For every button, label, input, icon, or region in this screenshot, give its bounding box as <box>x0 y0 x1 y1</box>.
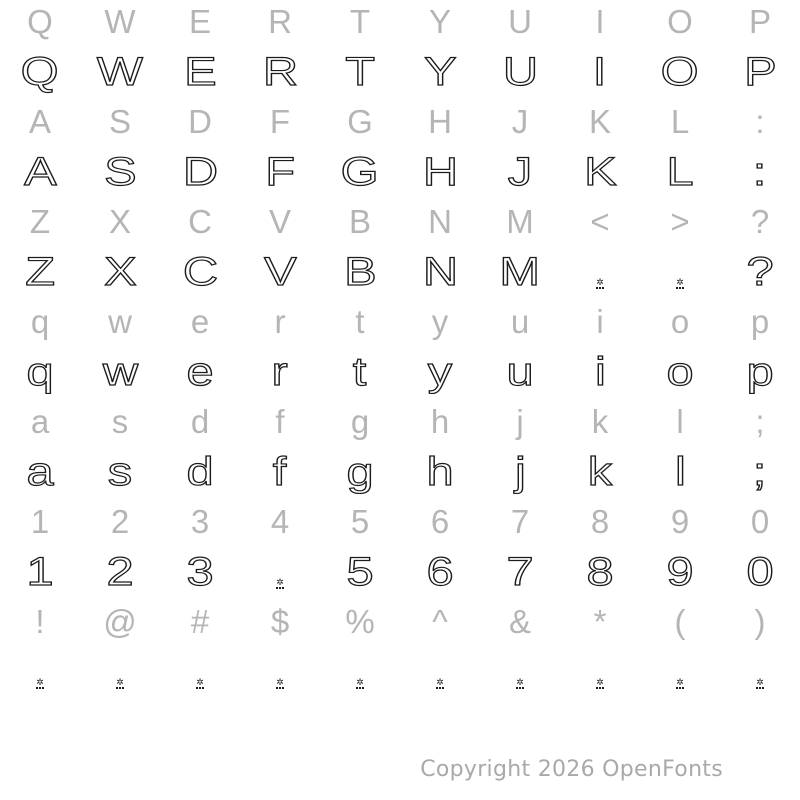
glyph-cell <box>0 344 80 400</box>
glyph-cell <box>400 644 480 700</box>
glyph-char: h <box>426 450 454 494</box>
glyph-cell <box>160 544 240 600</box>
glyph-cell <box>480 500 560 544</box>
glyph-cell <box>320 600 400 644</box>
glyph-cell <box>480 400 560 444</box>
glyph-char: Z <box>25 250 55 294</box>
glyph-cell <box>0 444 80 500</box>
glyph-char: y <box>427 350 453 394</box>
glyph-char: ( <box>674 603 686 640</box>
reference-row-lowercase-1 <box>0 300 800 344</box>
glyph-cell <box>0 544 80 600</box>
glyph-cell <box>400 300 480 344</box>
glyph-char: 1 <box>30 503 50 540</box>
glyph-char: 3 <box>190 503 210 540</box>
missing-glyph-mark: ✲ <box>276 577 284 587</box>
glyph-cell <box>480 200 560 244</box>
glyph-cell <box>640 444 720 500</box>
glyph-char: G <box>341 150 379 194</box>
glyph-cell <box>640 144 720 200</box>
glyph-cell <box>160 644 240 700</box>
glyph-cell <box>160 400 240 444</box>
glyph-cell <box>0 644 80 700</box>
glyph-cell <box>80 100 160 144</box>
glyph-cell <box>720 400 800 444</box>
glyph-cell <box>480 300 560 344</box>
glyph-char: ^ <box>432 603 448 640</box>
glyph-char: @ <box>103 603 137 640</box>
glyph-char: o <box>666 350 694 394</box>
glyph-cell <box>640 644 720 700</box>
glyph-char: V <box>268 203 291 240</box>
glyph-char: I <box>593 50 607 94</box>
glyph-char: d <box>190 403 210 440</box>
glyph-char: 5 <box>350 503 370 540</box>
preview-row-uppercase-1 <box>0 44 800 100</box>
glyph-cell <box>560 144 640 200</box>
copyright-text: Copyright 2026 OpenFonts <box>420 757 723 782</box>
glyph-cell <box>320 244 400 300</box>
preview-row-lowercase-2 <box>0 444 800 500</box>
glyph-char: P <box>743 50 777 94</box>
glyph-char: i <box>594 350 606 394</box>
glyph-char: w <box>102 350 138 394</box>
missing-glyph-mark: ✲ <box>36 677 44 687</box>
glyph-char: ! <box>35 603 45 640</box>
glyph-char: 8 <box>590 503 610 540</box>
glyph-cell <box>0 0 80 44</box>
glyph-cell <box>0 300 80 344</box>
glyph-char: J <box>511 103 529 140</box>
glyph-char: R <box>268 3 292 40</box>
glyph-cell <box>640 244 720 300</box>
glyph-cell <box>0 600 80 644</box>
glyph-char: s <box>111 403 129 440</box>
glyph-cell <box>240 500 320 544</box>
missing-glyph-mark: ✲ <box>596 677 604 687</box>
reference-row-uppercase-1 <box>0 0 800 44</box>
glyph-char: u <box>506 350 534 394</box>
glyph-cell <box>320 400 400 444</box>
glyph-char: $ <box>270 603 290 640</box>
glyph-cell <box>0 144 80 200</box>
preview-row-digits <box>0 544 800 600</box>
glyph-char: M <box>499 250 541 294</box>
glyph-cell <box>160 244 240 300</box>
glyph-cell <box>400 200 480 244</box>
glyph-cell <box>480 544 560 600</box>
glyph-char: i <box>596 303 604 340</box>
glyph-char: t <box>353 350 367 394</box>
glyph-cell <box>640 300 720 344</box>
preview-row-lowercase-1 <box>0 344 800 400</box>
glyph-cell <box>480 644 560 700</box>
glyph-char: L <box>666 150 694 194</box>
glyph-char: 0 <box>746 550 774 594</box>
glyph-char: ) <box>754 603 766 640</box>
glyph-char: P <box>748 3 771 40</box>
glyph-cell <box>240 644 320 700</box>
glyph-cell <box>400 444 480 500</box>
glyph-char: H <box>428 103 452 140</box>
glyph-cell <box>80 0 160 44</box>
glyph-char: r <box>271 350 289 394</box>
missing-glyph-mark: ✲ <box>276 677 284 687</box>
glyph-cell <box>480 144 560 200</box>
glyph-cell <box>0 200 80 244</box>
glyph-char: : <box>753 150 767 194</box>
glyph-cell <box>80 344 160 400</box>
glyph-cell <box>400 44 480 100</box>
glyph-cell <box>400 344 480 400</box>
glyph-cell <box>480 44 560 100</box>
glyph-char: : <box>755 103 765 140</box>
glyph-char: Q <box>21 50 59 94</box>
missing-glyph-mark: ✲ <box>676 677 684 687</box>
glyph-char: * <box>593 603 607 640</box>
missing-glyph-mark: ✲ <box>196 677 204 687</box>
glyph-cell <box>80 600 160 644</box>
glyph-cell <box>560 544 640 600</box>
glyph-cell <box>240 44 320 100</box>
glyph-char: f <box>275 403 285 440</box>
glyph-char: k <box>591 403 609 440</box>
preview-row-symbols <box>0 644 800 700</box>
glyph-char: S <box>103 150 137 194</box>
glyph-cell <box>0 100 80 144</box>
glyph-char: p <box>746 350 774 394</box>
glyph-cell <box>240 100 320 144</box>
glyph-char: e <box>190 303 210 340</box>
glyph-char: T <box>349 3 371 40</box>
glyph-cell <box>240 300 320 344</box>
glyph-char: Q <box>27 3 53 40</box>
glyph-char: X <box>108 203 131 240</box>
glyph-cell <box>400 544 480 600</box>
glyph-cell <box>80 44 160 100</box>
glyph-cell <box>160 0 240 44</box>
glyph-cell <box>400 100 480 144</box>
glyph-char: C <box>188 203 212 240</box>
glyph-cell <box>560 200 640 244</box>
glyph-cell <box>80 400 160 444</box>
glyph-cell <box>400 0 480 44</box>
glyph-char: y <box>431 303 449 340</box>
glyph-cell <box>0 244 80 300</box>
glyph-cell <box>640 0 720 44</box>
glyph-cell <box>160 300 240 344</box>
glyph-cell <box>560 444 640 500</box>
glyph-cell <box>80 244 160 300</box>
glyph-char: 3 <box>186 550 214 594</box>
glyph-cell <box>80 644 160 700</box>
glyph-char: C <box>182 250 218 294</box>
glyph-cell <box>640 100 720 144</box>
glyph-char: k <box>587 450 613 494</box>
missing-glyph-mark: ✲ <box>436 677 444 687</box>
glyph-char: g <box>350 403 370 440</box>
glyph-cell <box>400 500 480 544</box>
glyph-cell <box>320 544 400 600</box>
glyph-cell <box>720 344 800 400</box>
reference-row-lowercase-2 <box>0 400 800 444</box>
glyph-cell <box>720 544 800 600</box>
glyph-cell <box>720 300 800 344</box>
glyph-char: N <box>422 250 458 294</box>
glyph-cell <box>0 44 80 100</box>
glyph-char: Y <box>423 50 457 94</box>
glyph-cell <box>80 500 160 544</box>
glyph-cell <box>80 544 160 600</box>
reference-row-symbols <box>0 600 800 644</box>
glyph-char: h <box>430 403 450 440</box>
glyph-cell <box>640 544 720 600</box>
glyph-char: K <box>588 103 611 140</box>
glyph-cell <box>160 200 240 244</box>
missing-glyph-mark: ✲ <box>516 677 524 687</box>
glyph-char: D <box>188 103 212 140</box>
glyph-cell <box>0 400 80 444</box>
glyph-char: A <box>23 150 57 194</box>
glyph-cell <box>560 44 640 100</box>
glyph-char: 8 <box>586 550 614 594</box>
glyph-cell <box>80 144 160 200</box>
glyph-cell <box>560 400 640 444</box>
glyph-cell <box>560 300 640 344</box>
preview-row-uppercase-2 <box>0 144 800 200</box>
glyph-cell <box>320 444 400 500</box>
glyph-char: E <box>188 3 211 40</box>
glyph-char: F <box>265 150 295 194</box>
glyph-char: # <box>190 603 210 640</box>
glyph-cell <box>640 44 720 100</box>
glyph-cell <box>560 600 640 644</box>
glyph-char: o <box>670 303 690 340</box>
glyph-cell <box>80 200 160 244</box>
missing-glyph-mark: ✲ <box>116 677 124 687</box>
glyph-char: 7 <box>506 550 534 594</box>
glyph-cell <box>560 500 640 544</box>
glyph-char: a <box>26 450 54 494</box>
glyph-cell <box>720 500 800 544</box>
glyph-char: U <box>502 50 538 94</box>
glyph-cell <box>320 144 400 200</box>
glyph-char: E <box>183 50 217 94</box>
glyph-char: T <box>345 50 375 94</box>
glyph-cell <box>400 400 480 444</box>
glyph-cell <box>720 0 800 44</box>
glyph-cell <box>240 344 320 400</box>
glyph-char: K <box>583 150 617 194</box>
glyph-cell <box>480 444 560 500</box>
glyph-char: 6 <box>430 503 450 540</box>
glyph-char: U <box>508 3 532 40</box>
glyph-char: ; <box>753 450 767 494</box>
glyph-cell <box>560 644 640 700</box>
glyph-cell <box>720 644 800 700</box>
glyph-char: s <box>107 450 133 494</box>
glyph-char: G <box>347 103 373 140</box>
glyph-char: Z <box>29 203 51 240</box>
glyph-cell <box>720 100 800 144</box>
glyph-char: 9 <box>666 550 694 594</box>
glyph-cell <box>640 200 720 244</box>
glyph-char: W <box>96 50 144 94</box>
glyph-cell <box>240 444 320 500</box>
glyph-char: q <box>26 350 54 394</box>
glyph-cell <box>480 100 560 144</box>
glyph-cell <box>480 0 560 44</box>
glyph-char: O <box>661 50 699 94</box>
missing-glyph-mark: ✲ <box>596 277 604 287</box>
reference-row-uppercase-3 <box>0 200 800 244</box>
glyph-cell <box>320 300 400 344</box>
glyph-cell <box>320 344 400 400</box>
glyph-char: l <box>676 403 684 440</box>
glyph-cell <box>560 244 640 300</box>
glyph-char: j <box>516 403 524 440</box>
glyph-cell <box>80 444 160 500</box>
glyph-char: H <box>422 150 458 194</box>
glyph-char: O <box>667 3 693 40</box>
missing-glyph-mark: ✲ <box>676 277 684 287</box>
glyph-char: 2 <box>106 550 134 594</box>
glyph-cell <box>720 200 800 244</box>
glyph-cell <box>320 644 400 700</box>
glyph-char: L <box>670 103 690 140</box>
glyph-cell <box>480 344 560 400</box>
glyph-cell <box>400 144 480 200</box>
glyph-char: u <box>510 303 530 340</box>
glyph-cell <box>320 200 400 244</box>
glyph-char: g <box>346 450 374 494</box>
glyph-char: 9 <box>670 503 690 540</box>
glyph-char: l <box>674 450 686 494</box>
glyph-cell <box>720 444 800 500</box>
glyph-char: 7 <box>510 503 530 540</box>
glyph-char: A <box>28 103 51 140</box>
glyph-cell <box>160 500 240 544</box>
glyph-cell <box>160 44 240 100</box>
glyph-cell <box>240 400 320 444</box>
glyph-cell <box>480 600 560 644</box>
reference-row-uppercase-2 <box>0 100 800 144</box>
glyph-char: 5 <box>346 550 374 594</box>
glyph-cell <box>480 244 560 300</box>
glyph-char: % <box>345 603 375 640</box>
glyph-char: W <box>104 3 136 40</box>
glyph-cell <box>720 244 800 300</box>
glyph-cell <box>240 200 320 244</box>
glyph-char: e <box>186 350 214 394</box>
glyph-char: r <box>274 303 286 340</box>
glyph-char: M <box>506 203 534 240</box>
glyph-cell <box>240 244 320 300</box>
glyph-char: t <box>355 303 365 340</box>
glyph-cell <box>640 600 720 644</box>
glyph-char: X <box>103 250 137 294</box>
glyph-char: < <box>590 203 610 240</box>
glyph-cell <box>720 600 800 644</box>
glyph-cell <box>160 444 240 500</box>
glyph-cell <box>0 500 80 544</box>
missing-glyph-mark: ✲ <box>356 677 364 687</box>
glyph-char: S <box>108 103 131 140</box>
glyph-cell <box>240 0 320 44</box>
reference-row-digits <box>0 500 800 544</box>
glyph-char: a <box>30 403 50 440</box>
glyph-char: R <box>262 50 298 94</box>
glyph-char: N <box>428 203 452 240</box>
glyph-cell <box>400 244 480 300</box>
glyph-cell <box>320 100 400 144</box>
preview-row-uppercase-3 <box>0 244 800 300</box>
glyph-cell <box>320 44 400 100</box>
glyph-cell <box>640 500 720 544</box>
glyph-cell <box>320 500 400 544</box>
glyph-char: w <box>108 303 132 340</box>
glyph-cell <box>720 44 800 100</box>
glyph-cell <box>640 344 720 400</box>
glyph-char: 1 <box>26 550 54 594</box>
glyph-cell <box>400 600 480 644</box>
glyph-char: p <box>750 303 770 340</box>
glyph-char: ; <box>755 403 765 440</box>
glyph-char: V <box>263 250 297 294</box>
glyph-cell <box>560 100 640 144</box>
glyph-char: q <box>30 303 50 340</box>
glyph-char: ? <box>750 203 770 240</box>
glyph-cell <box>320 0 400 44</box>
glyph-char: B <box>348 203 371 240</box>
glyph-cell <box>720 144 800 200</box>
glyph-char: Y <box>428 3 451 40</box>
glyph-cell <box>560 344 640 400</box>
glyph-cell <box>160 600 240 644</box>
glyph-char: d <box>186 450 214 494</box>
glyph-char: > <box>670 203 690 240</box>
glyph-char: 6 <box>426 550 454 594</box>
glyph-cell <box>240 544 320 600</box>
glyph-char: ? <box>746 250 774 294</box>
glyph-char: 4 <box>270 503 290 540</box>
glyph-char: 0 <box>750 503 770 540</box>
glyph-cell <box>240 144 320 200</box>
glyph-char: f <box>273 450 287 494</box>
glyph-char: B <box>343 250 377 294</box>
glyph-cell <box>640 400 720 444</box>
glyph-cell <box>160 100 240 144</box>
glyph-cell <box>560 0 640 44</box>
glyph-char: F <box>269 103 291 140</box>
glyph-char: & <box>508 603 531 640</box>
glyph-char: J <box>507 150 533 194</box>
glyph-cell <box>160 144 240 200</box>
glyph-char: I <box>595 3 605 40</box>
glyph-char: 2 <box>110 503 130 540</box>
missing-glyph-mark: ✲ <box>756 677 764 687</box>
glyph-cell <box>160 344 240 400</box>
glyph-char: j <box>514 450 526 494</box>
glyph-char: D <box>182 150 218 194</box>
glyph-cell <box>80 300 160 344</box>
glyph-cell <box>240 600 320 644</box>
